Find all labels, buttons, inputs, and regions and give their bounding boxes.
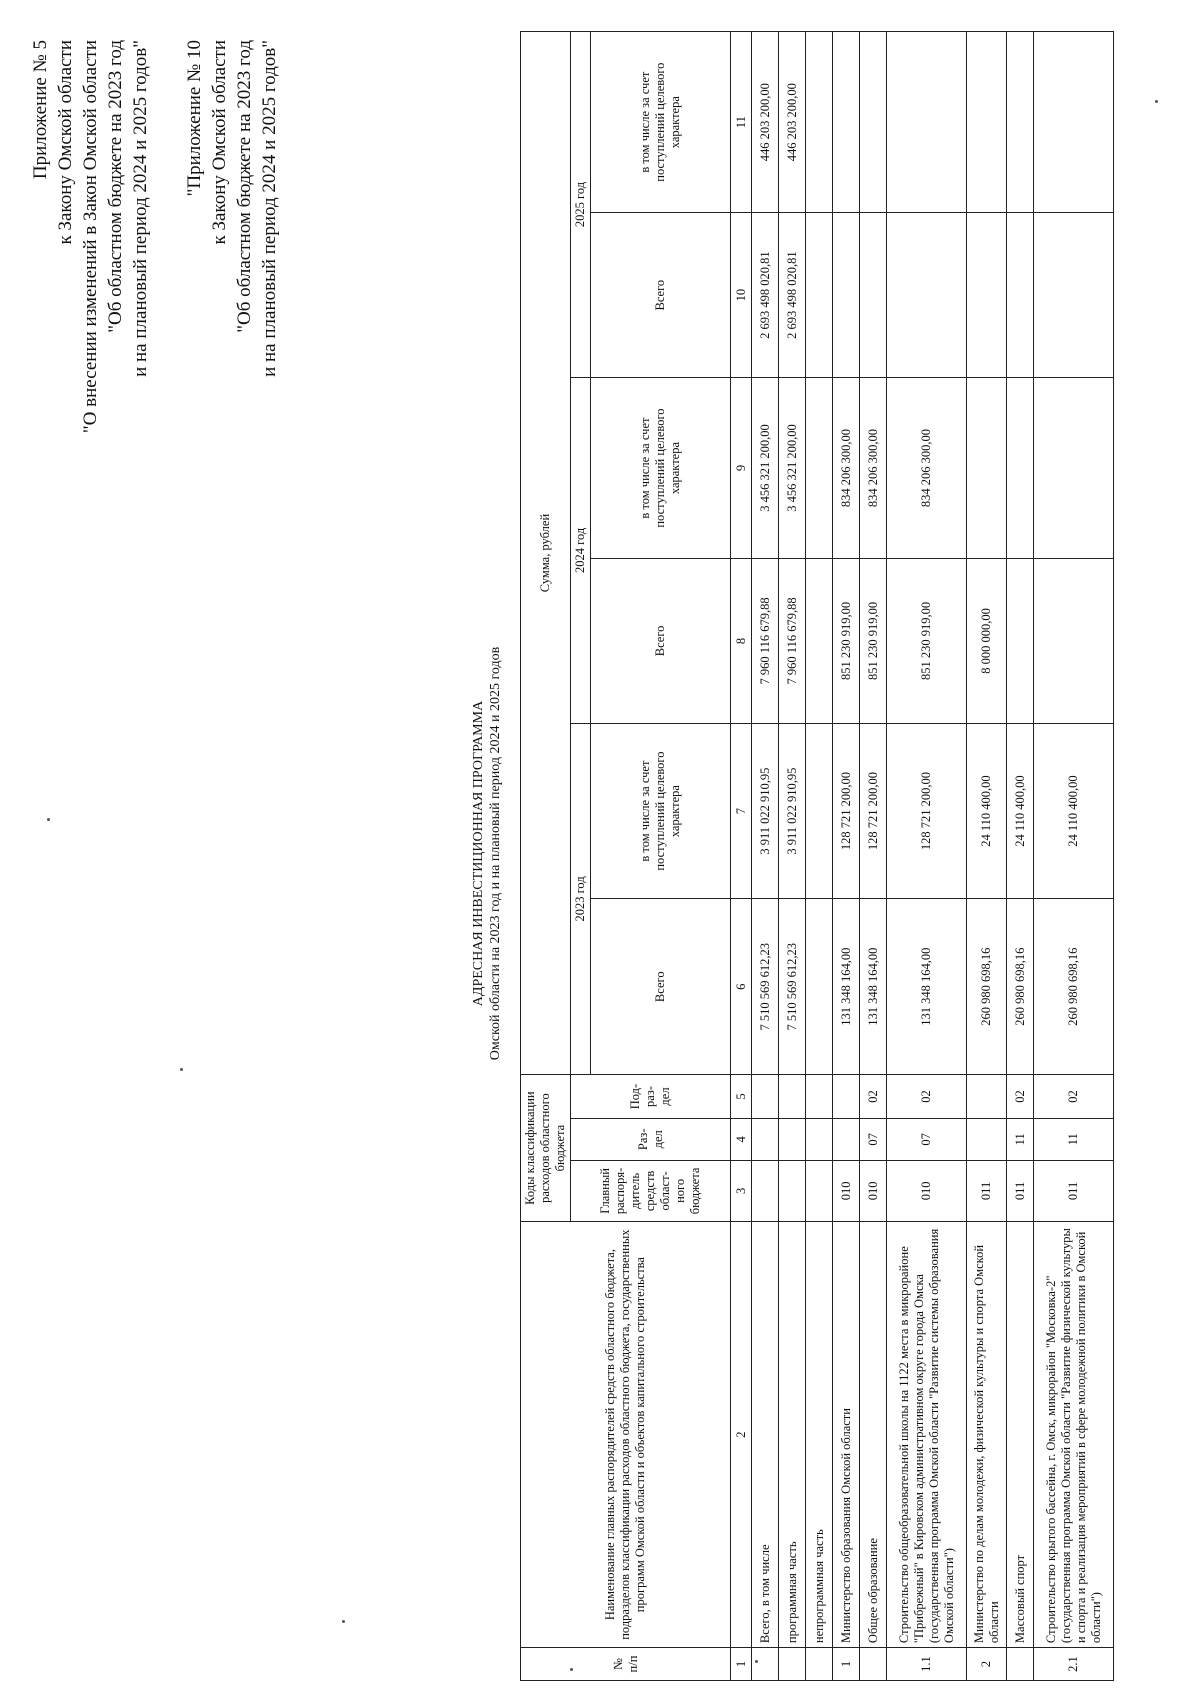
row-razdel: 11 [1007,1118,1034,1160]
row-name: Министерство по делам молодежи, физической культуры и спорта Омской области [967,1222,1007,1648]
header-2025: 2025 год [571,32,591,378]
header-row-1 [521,32,571,1681]
row-podrazdel: 02 [1034,1075,1114,1119]
column-number: 2 [731,1222,752,1648]
row-2025-total [833,213,860,378]
column-number: 4 [731,1118,752,1160]
table-row [752,32,779,1681]
row-grbs [806,1160,833,1221]
table-row [967,32,1007,1681]
row-grbs: 010 [833,1160,860,1221]
row-2023-total: 131 348 164,00 [833,899,860,1075]
row-grbs: 011 [967,1160,1007,1221]
table-row [1007,32,1034,1681]
header-2024-target: в том числе за счет поступлений целевого характера [591,377,731,558]
appendix-line: "Об областном бюджете на 2023 год [234,40,255,333]
column-number: 7 [731,723,752,899]
row-2025-target: 446 203 200,00 [752,32,779,213]
row-2024-total [806,559,833,724]
row-2025-target: 446 203 200,00 [779,32,806,213]
row-num [1007,1648,1034,1681]
row-2024-total: 851 230 919,00 [887,559,967,724]
header-2025-total: Всего [591,213,731,378]
row-2023-target: 24 110 400,00 [1034,723,1114,899]
table-row [779,32,806,1681]
header-2023-target: в том числе за счет поступлений целевого характера [591,723,731,899]
row-grbs: 010 [887,1160,967,1221]
row-2024-target [1007,377,1034,558]
row-razdel: 07 [887,1118,967,1160]
row-2024-target [967,377,1007,558]
table-row [860,32,887,1681]
appendix-line: и на плановый период 2024 и 2025 годов" [259,40,280,377]
header-2024: 2024 год [571,377,591,723]
row-2025-total [967,213,1007,378]
document-title [470,0,504,1707]
row-2025-target [1034,32,1114,213]
row-grbs [779,1160,806,1221]
row-2024-target: 834 206 300,00 [887,377,967,558]
row-2023-total [806,899,833,1075]
row-2025-total [860,213,887,378]
row-2025-target [806,32,833,213]
header-2025-target: в том числе за счет поступлений целевого характера [591,32,731,213]
title-subtitle: Омской области на 2023 год и на плановый период 2024 и 2025 годов [488,646,503,1061]
row-grbs: 010 [860,1160,887,1221]
row-num [779,1648,806,1681]
appendix-line: к Закону Омской области [55,40,76,245]
row-razdel: 07 [860,1118,887,1160]
title-main: АДРЕСНАЯ ИНВЕСТИЦИОННАЯ ПРОГРАММА [471,700,486,1007]
row-2025-target [887,32,967,213]
header-num: № п/п [521,1648,731,1681]
row-2024-target [1034,377,1114,558]
column-number-row [731,32,752,1681]
header-name: Наименование главных распорядителей средств областного бюджета, подразделов классификации расходов областного бюджета, государственных программ Омской области и объектов капитального строительства [521,1222,731,1648]
row-name: Всего, в том числе [752,1222,779,1648]
row-2023-total: 260 980 698,16 [1034,899,1114,1075]
header-2024-total: Всего [591,559,731,724]
row-num [752,1648,779,1681]
scan-speck [1155,100,1158,103]
investment-program-table-wrap [520,31,1114,1681]
appendix-line: "Об областном бюджете на 2023 год [105,40,126,333]
row-2023-target: 3 911 022 910,95 [752,723,779,899]
row-name: программная часть [779,1222,806,1648]
row-razdel: 11 [1034,1118,1114,1160]
row-2023-total: 7 510 569 612,23 [752,899,779,1075]
column-number: 9 [731,377,752,558]
appendix-5-header [28,40,153,433]
row-2023-target: 128 721 200,00 [860,723,887,899]
row-2023-total: 131 348 164,00 [887,899,967,1075]
appendix-line: к Закону Омской области [209,40,230,245]
header-razdel: Раз-дел [571,1118,731,1160]
row-2023-total: 7 510 569 612,23 [779,899,806,1075]
appendix-line: и на плановый период 2024 и 2025 годов" [130,40,151,377]
row-2024-target: 834 206 300,00 [860,377,887,558]
row-2024-target [806,377,833,558]
row-num: 2.1 [1034,1648,1114,1681]
header-podrazdel: Под-раз-дел [571,1075,731,1119]
row-2024-total: 851 230 919,00 [860,559,887,724]
investment-program-table [520,31,1114,1681]
header-codes: Коды классификации расходов областного бюджета [521,1075,571,1222]
row-2025-target [833,32,860,213]
column-number: 1 [731,1648,752,1681]
row-name: непрограммная часть [806,1222,833,1648]
row-2023-target: 24 110 400,00 [967,723,1007,899]
row-2023-target: 128 721 200,00 [833,723,860,899]
row-podrazdel [779,1075,806,1119]
row-2025-target [860,32,887,213]
row-2025-target [967,32,1007,213]
appendix-line: "Приложение № 10 [184,40,205,197]
row-2023-total: 131 348 164,00 [860,899,887,1075]
header-sum: Сумма, рублей [521,32,571,1075]
row-name: Массовый спорт [1007,1222,1034,1648]
row-grbs [752,1160,779,1221]
row-2024-total: 851 230 919,00 [833,559,860,724]
row-razdel [806,1118,833,1160]
row-razdel [833,1118,860,1160]
row-2025-total [887,213,967,378]
row-2025-total: 2 693 498 020,81 [779,213,806,378]
row-podrazdel [806,1075,833,1119]
row-2024-target: 3 456 321 200,00 [779,377,806,558]
row-name: Строительство крытого бассейна, г. Омск, микрорайон "Московка-2" (государственная программа Омской области "Развитие физической культуры и спорта и реализация мероприятий в сфере молодежной политики в Омской области") [1034,1222,1114,1648]
appendix-10-header [182,40,282,377]
row-num [860,1648,887,1681]
row-num [806,1648,833,1681]
row-2024-target: 834 206 300,00 [833,377,860,558]
row-podrazdel [752,1075,779,1119]
row-2023-target: 128 721 200,00 [887,723,967,899]
row-2024-total: 7 960 116 679,88 [779,559,806,724]
row-razdel [779,1118,806,1160]
row-razdel [752,1118,779,1160]
column-number: 5 [731,1075,752,1119]
row-2024-total: 8 000 000,00 [967,559,1007,724]
scan-speck [570,1668,573,1671]
row-podrazdel [833,1075,860,1119]
table-row [806,32,833,1681]
row-2025-total [1007,213,1034,378]
row-razdel [967,1118,1007,1160]
column-number: 6 [731,899,752,1075]
appendix-line: Приложение № 5 [30,40,51,180]
row-grbs: 011 [1007,1160,1034,1221]
scan-speck [180,1068,183,1071]
row-num: 1.1 [887,1648,967,1681]
header-2023-total: Всего [591,899,731,1075]
row-2024-total: 7 960 116 679,88 [752,559,779,724]
row-podrazdel: 02 [887,1075,967,1119]
table-row [887,32,967,1681]
row-2025-target [1007,32,1034,213]
row-name: Общее образование [860,1222,887,1648]
row-name: Министерство образования Омской области [833,1222,860,1648]
row-2023-target [806,723,833,899]
column-number: 11 [731,32,752,213]
row-podrazdel [967,1075,1007,1119]
header-2023: 2023 год [571,723,591,1074]
row-podrazdel: 02 [1007,1075,1034,1119]
row-2025-total [1034,213,1114,378]
column-number: 10 [731,213,752,378]
row-2023-target: 24 110 400,00 [1007,723,1034,899]
appendix-line: "О внесении изменений в Закон Омской области [80,40,101,434]
row-2023-target: 3 911 022 910,95 [779,723,806,899]
header-grbs: Главный распоря-дитель средств област-ного бюджета [571,1160,731,1221]
row-2025-total [806,213,833,378]
row-num: 1 [833,1648,860,1681]
row-2024-target: 3 456 321 200,00 [752,377,779,558]
scan-speck [342,1620,345,1623]
table-row [833,32,860,1681]
row-2025-total: 2 693 498 020,81 [752,213,779,378]
row-podrazdel: 02 [860,1075,887,1119]
row-2024-total [1034,559,1114,724]
row-2023-total: 260 980 698,16 [1007,899,1034,1075]
row-name: Строительство общеобразовательной школы на 1122 места в микрорайоне "Прибрежный" в Кировском административном округе города Омска (государственная программа Омской области "Развитие системы образования Омской области") [887,1222,967,1648]
row-2023-total: 260 980 698,16 [967,899,1007,1075]
column-number: 8 [731,559,752,724]
row-2024-total [1007,559,1034,724]
scan-speck [755,1660,758,1663]
column-number: 3 [731,1160,752,1221]
row-num: 2 [967,1648,1007,1681]
scan-speck [47,818,50,821]
row-grbs: 011 [1034,1160,1114,1221]
table-row [1034,32,1114,1681]
